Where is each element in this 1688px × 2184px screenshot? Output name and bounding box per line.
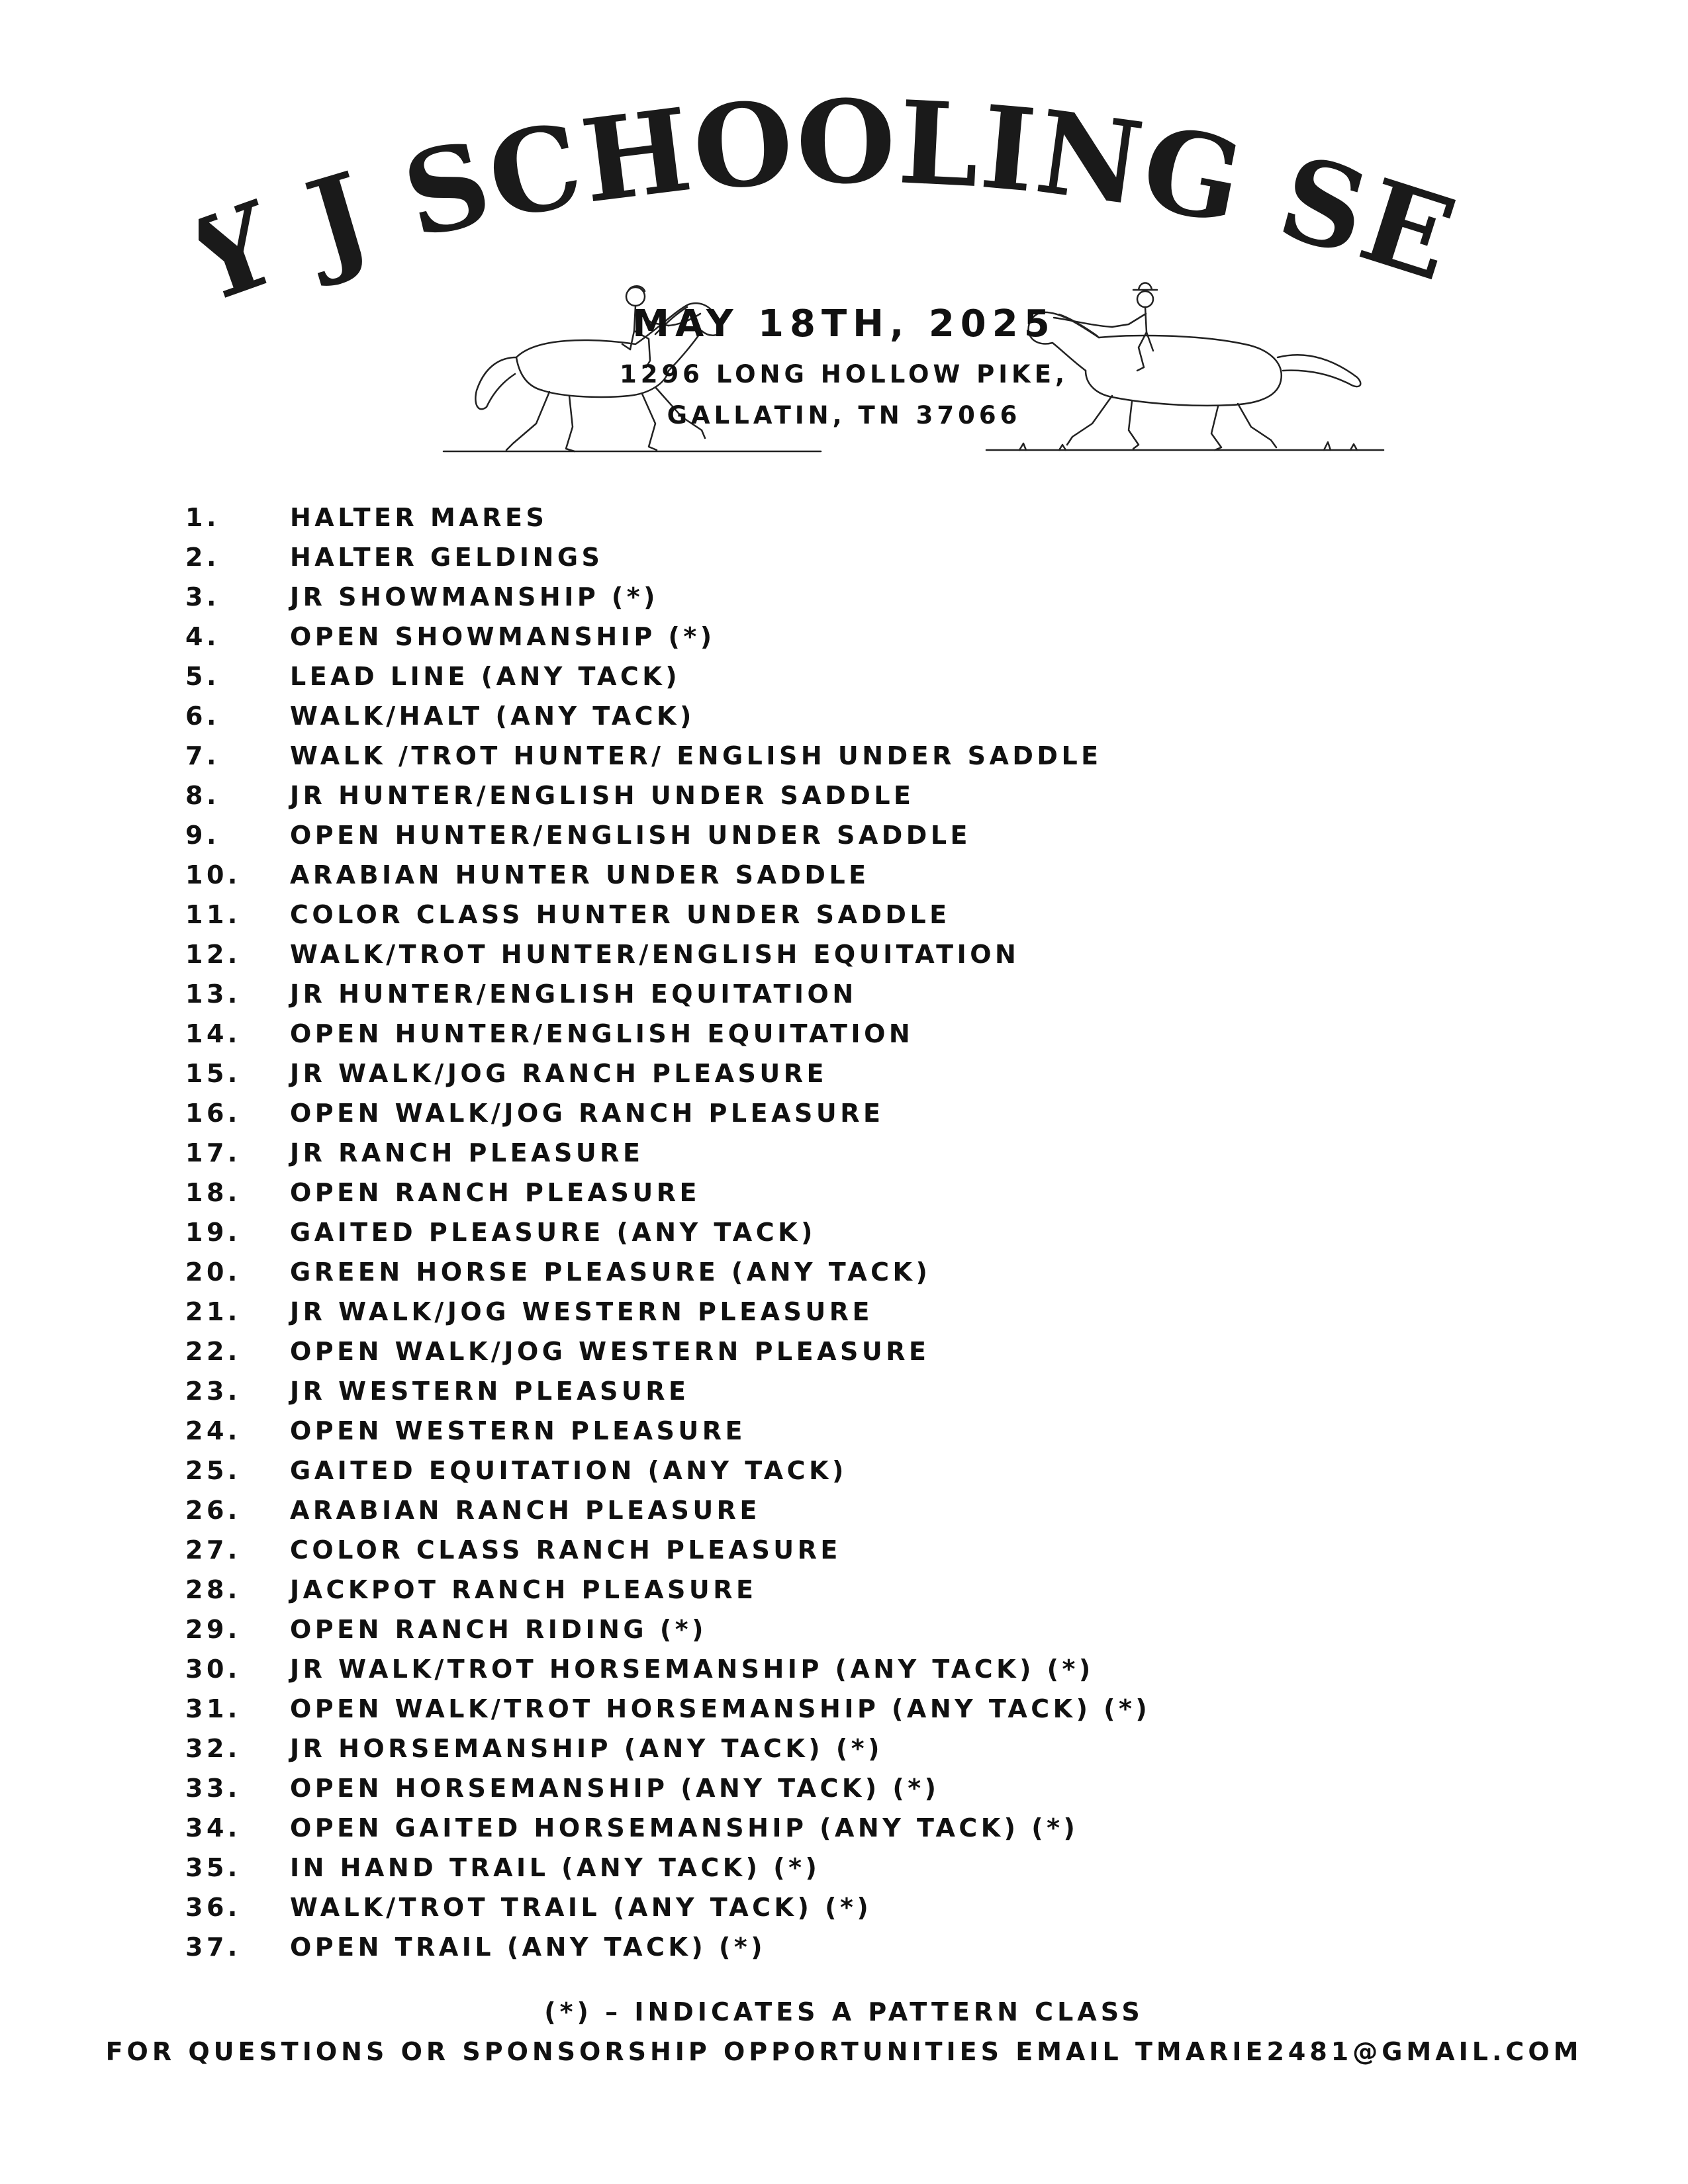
class-number: 5. — [185, 662, 220, 691]
class-number: 21. — [185, 1297, 241, 1326]
class-number: 37. — [185, 1933, 241, 1962]
class-name: HALTER GELDINGS — [290, 543, 604, 572]
class-name: OPEN HUNTER/ENGLISH UNDER SADDLE — [290, 821, 972, 850]
class-name: WALK/TROT HUNTER/ENGLISH EQUITATION — [290, 940, 1020, 969]
class-number: 28. — [185, 1575, 241, 1604]
class-number: 27. — [185, 1535, 241, 1565]
class-item — [185, 1768, 1443, 1808]
class-item — [185, 577, 1443, 617]
title-text: J SCHOOLING SE — [293, 93, 1471, 308]
class-name: JR WALK/JOG RANCH PLEASURE — [290, 1059, 827, 1088]
class-number: 9. — [185, 821, 220, 850]
class-number: 8. — [185, 781, 220, 810]
class-number: 15. — [185, 1059, 241, 1088]
class-number: 17. — [185, 1138, 241, 1167]
class-name: OPEN RANCH RIDING (*) — [290, 1615, 707, 1644]
class-item — [185, 895, 1443, 934]
class-name: WALK/HALT (ANY TACK) — [290, 702, 695, 731]
class-name: JR SHOWMANSHIP (*) — [290, 582, 659, 612]
class-number: 34. — [185, 1813, 241, 1843]
class-item — [185, 1014, 1443, 1054]
class-name: ARABIAN HUNTER UNDER SADDLE — [290, 860, 870, 889]
class-name: GAITED PLEASURE (ANY TACK) — [290, 1218, 816, 1247]
class-name: OPEN SHOWMANSHIP (*) — [290, 622, 716, 651]
class-number: 6. — [185, 702, 220, 731]
class-item — [185, 1848, 1443, 1888]
class-number: 2. — [185, 543, 220, 572]
class-name: OPEN WALK/TROT HORSEMANSHIP (ANY TACK) (*) — [290, 1694, 1151, 1723]
class-item — [185, 1093, 1443, 1133]
class-item — [185, 1689, 1443, 1729]
class-item — [185, 815, 1443, 855]
class-number: 29. — [185, 1615, 241, 1644]
class-name: JR HORSEMANSHIP (ANY TACK) (*) — [290, 1734, 883, 1763]
event-address-line1: 1296 LONG HOLLOW PIKE, — [619, 360, 1069, 388]
class-item — [185, 1371, 1443, 1411]
class-number: 33. — [185, 1774, 241, 1803]
class-item — [185, 1332, 1443, 1371]
class-name: JR WESTERN PLEASURE — [290, 1377, 690, 1406]
class-number: 3. — [185, 582, 220, 612]
class-name: WALK/TROT TRAIL (ANY TACK) (*) — [290, 1893, 872, 1922]
class-name: JR RANCH PLEASURE — [290, 1138, 644, 1167]
class-number: 36. — [185, 1893, 241, 1922]
class-item — [185, 736, 1443, 776]
class-number: 26. — [185, 1496, 241, 1525]
class-item — [185, 617, 1443, 657]
class-number: 18. — [185, 1178, 241, 1207]
class-item — [185, 1212, 1443, 1252]
class-number: 12. — [185, 940, 241, 969]
class-name: JR HUNTER/ENGLISH EQUITATION — [290, 979, 857, 1009]
event-address-line2: GALLATIN, TN 37066 — [667, 401, 1021, 430]
class-name: OPEN WALK/JOG WESTERN PLEASURE — [290, 1337, 930, 1366]
class-name: ARABIAN RANCH PLEASURE — [290, 1496, 761, 1525]
class-number: 19. — [185, 1218, 241, 1247]
class-name: COLOR CLASS HUNTER UNDER SADDLE — [290, 900, 951, 929]
class-name: OPEN TRAIL (ANY TACK) (*) — [290, 1933, 767, 1962]
class-number: 32. — [185, 1734, 241, 1763]
class-number: 7. — [185, 741, 220, 770]
class-name: OPEN GAITED HORSEMANSHIP (ANY TACK) (*) — [290, 1813, 1079, 1843]
class-list — [185, 498, 1443, 1967]
class-name: JR HUNTER/ENGLISH UNDER SADDLE — [290, 781, 915, 810]
class-number: 23. — [185, 1377, 241, 1406]
class-item — [185, 537, 1443, 577]
class-item — [185, 1451, 1443, 1490]
class-item — [185, 1173, 1443, 1212]
class-number: 16. — [185, 1099, 241, 1128]
class-name: JR WALK/JOG WESTERN PLEASURE — [290, 1297, 873, 1326]
class-number: 35. — [185, 1853, 241, 1882]
class-name: JACKPOT RANCH PLEASURE — [290, 1575, 757, 1604]
class-number: 20. — [185, 1257, 241, 1287]
class-item — [185, 776, 1443, 815]
class-name: GREEN HORSE PLEASURE (ANY TACK) — [290, 1257, 931, 1287]
class-name: LEAD LINE (ANY TACK) — [290, 662, 681, 691]
class-item — [185, 1133, 1443, 1173]
class-item — [185, 1292, 1443, 1332]
class-name: OPEN HORSEMANSHIP (ANY TACK) (*) — [290, 1774, 940, 1803]
class-item — [185, 1411, 1443, 1451]
class-number: 13. — [185, 979, 241, 1009]
class-item — [185, 1570, 1443, 1610]
class-name: HALTER MARES — [290, 503, 548, 532]
class-name: OPEN RANCH PLEASURE — [290, 1178, 700, 1207]
class-name: OPEN WALK/JOG RANCH PLEASURE — [290, 1099, 884, 1128]
class-number: 11. — [185, 900, 241, 929]
class-number: 10. — [185, 860, 241, 889]
class-item — [185, 1530, 1443, 1570]
class-item — [185, 974, 1443, 1014]
pattern-class-note: (*) – INDICATES A PATTERN CLASS — [544, 1997, 1144, 2026]
class-item — [185, 855, 1443, 895]
event-info — [616, 301, 1072, 436]
class-name: GAITED EQUITATION (ANY TACK) — [290, 1456, 847, 1485]
class-name: COLOR CLASS RANCH PLEASURE — [290, 1535, 841, 1565]
class-number: 14. — [185, 1019, 241, 1048]
class-name: OPEN HUNTER/ENGLISH EQUITATION — [290, 1019, 914, 1048]
class-item — [185, 1888, 1443, 1927]
class-item — [185, 934, 1443, 974]
class-item — [185, 498, 1443, 537]
class-number: 22. — [185, 1337, 241, 1366]
class-item — [185, 1729, 1443, 1768]
class-item — [185, 1927, 1443, 1967]
event-date: MAY 18TH, 2025 — [632, 302, 1056, 345]
class-item — [185, 1054, 1443, 1093]
class-item — [185, 1490, 1443, 1530]
class-item — [185, 1252, 1443, 1292]
class-number: 25. — [185, 1456, 241, 1485]
contact-line: FOR QUESTIONS OR SPONSORSHIP OPPORTUNITIES EMAIL TMARIE2481@GMAIL.COM — [105, 2037, 1583, 2066]
class-name: WALK /TROT HUNTER/ ENGLISH UNDER SADDLE — [290, 741, 1102, 770]
class-item — [185, 1808, 1443, 1848]
class-number: 1. — [185, 503, 220, 532]
class-item — [185, 1649, 1443, 1689]
class-name: JR WALK/TROT HORSEMANSHIP (ANY TACK) (*) — [290, 1655, 1094, 1684]
class-number: 31. — [185, 1694, 241, 1723]
class-item — [185, 1610, 1443, 1649]
class-item — [185, 696, 1443, 736]
class-name: OPEN WESTERN PLEASURE — [290, 1416, 746, 1445]
class-number: 24. — [185, 1416, 241, 1445]
class-number: 4. — [185, 622, 220, 651]
class-item — [185, 657, 1443, 696]
class-name: IN HAND TRAIL (ANY TACK) (*) — [290, 1853, 821, 1882]
class-number: 30. — [185, 1655, 241, 1684]
